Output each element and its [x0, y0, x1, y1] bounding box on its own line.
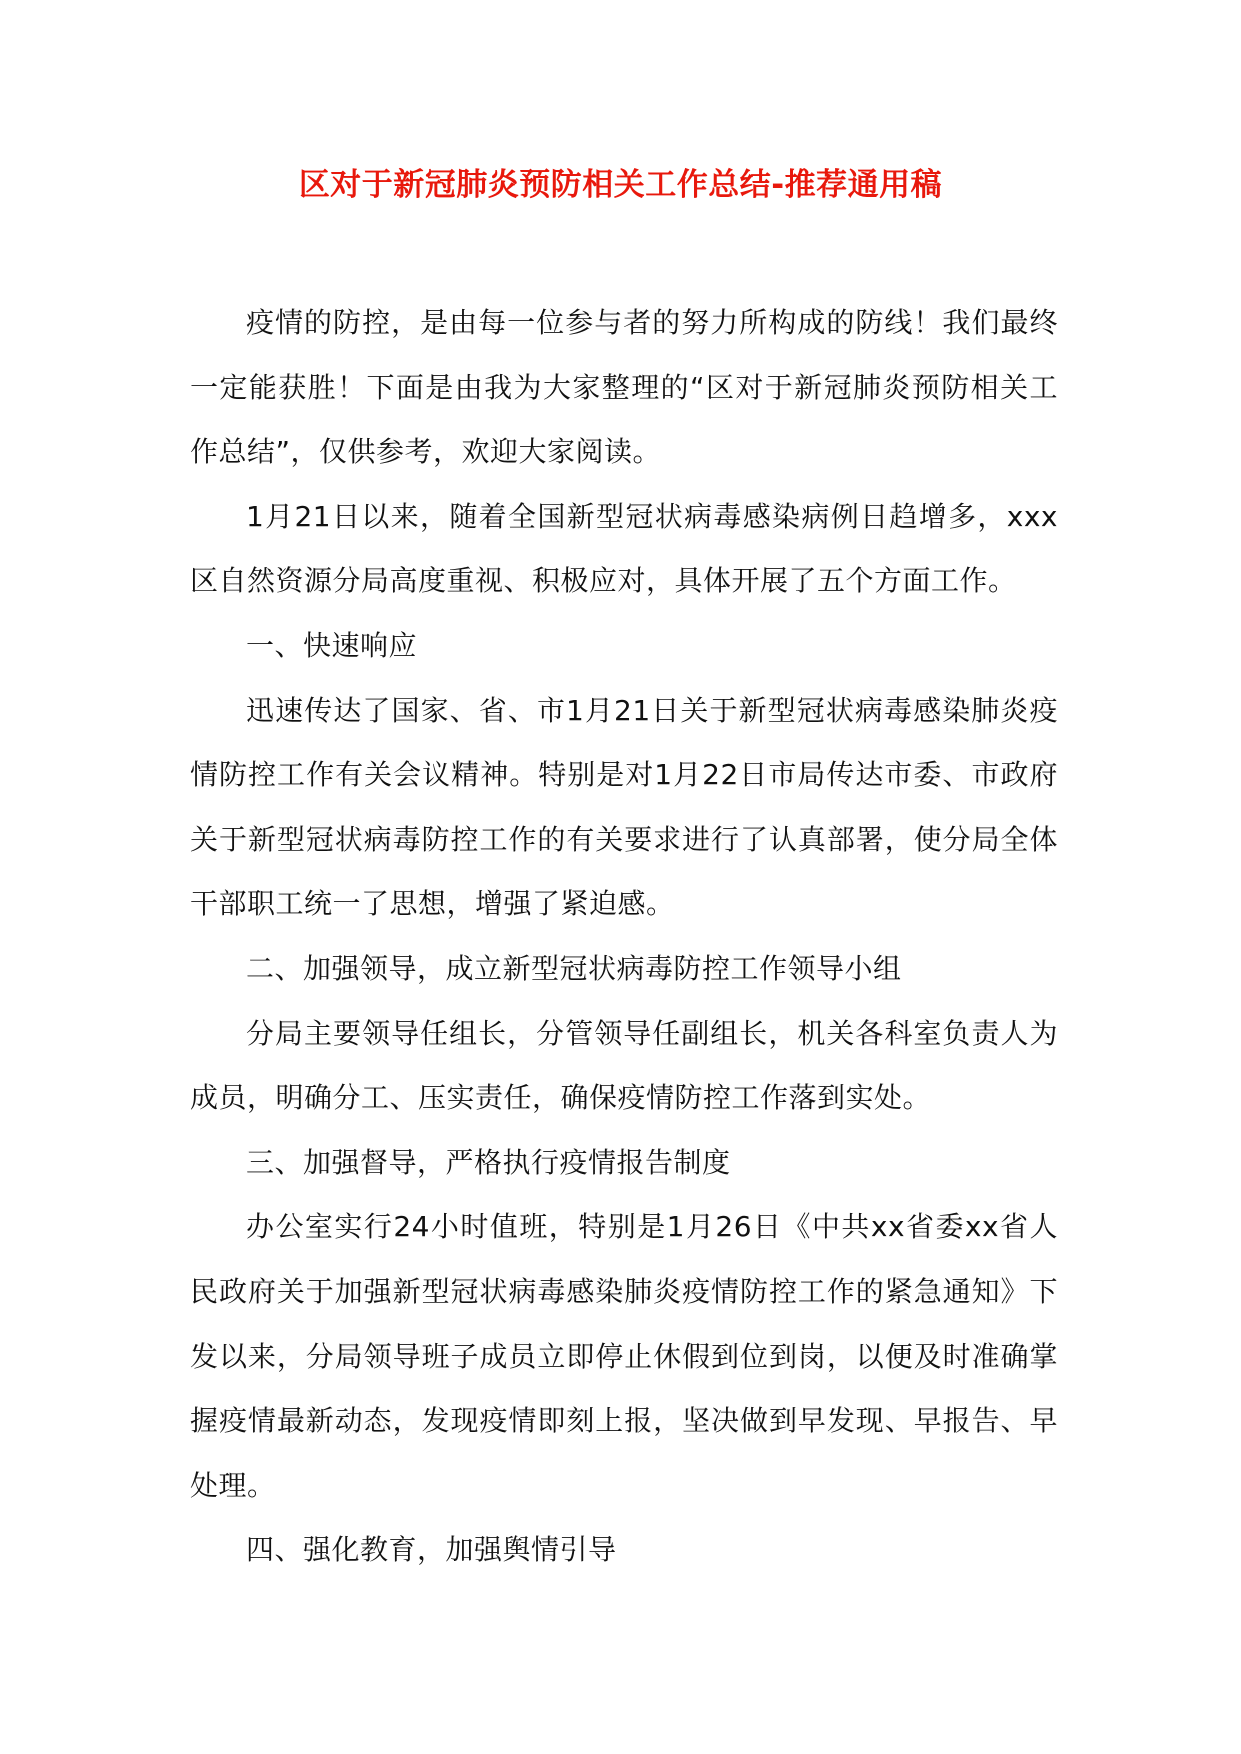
document-title: 区对于新冠肺炎预防相关工作总结-推荐通用稿 — [298, 167, 943, 203]
section-heading-2: 二、加强领导，成立新型冠状病毒防控工作领导小组 — [246, 951, 902, 985]
section-heading-3: 三、加强督导，严格执行疫情报告制度 — [246, 1145, 731, 1179]
paragraph-overview: 1月21日以来，随着全国新型冠状病毒感染病例日趋增多，xxx区自然资源分局高度重视、积极应对，具体开展了五个方面工作。 — [190, 499, 1058, 598]
section-heading-4: 四、强化教育，加强舆情引导 — [246, 1533, 617, 1567]
paragraph-section-2: 分局主要领导任组长，分管领导任副组长，机关各科室负责人为成员，明确分工、压实责任，确保疫情防控工作落到实处。 — [190, 1016, 1058, 1115]
paragraph-section-1: 迅速传达了国家、省、市1月21日关于新型冠状病毒感染肺炎疫情防控工作有关会议精神。特别是对1月22日市局传达市委、市政府关于新型冠状病毒防控工作的有关要求进行了认真部署，使分局全体干部职工统一了思想，增强了紧迫感。 — [190, 693, 1058, 921]
paragraph-intro: 疫情的防控，是由每一位参与者的努力所构成的防线！我们最终一定能获胜！下面是由我为大家整理的“区对于新冠肺炎预防相关工作总结”，仅供参考，欢迎大家阅读。 — [190, 306, 1058, 469]
section-heading-1: 一、快速响应 — [246, 628, 418, 662]
paragraph-section-3: 办公室实行24小时值班，特别是1月26日《中共xx省委xx省人民政府关于加强新型冠状病毒感染肺炎疫情防控工作的紧急通知》下发以来，分局领导班子成员立即停止休假到位到岗，以便及时准确掌握疫情最新动态，发现疫情即刻上报，坚决做到早发现、早报告、早处理。 — [190, 1210, 1058, 1502]
document-body — [190, 291, 1058, 1583]
